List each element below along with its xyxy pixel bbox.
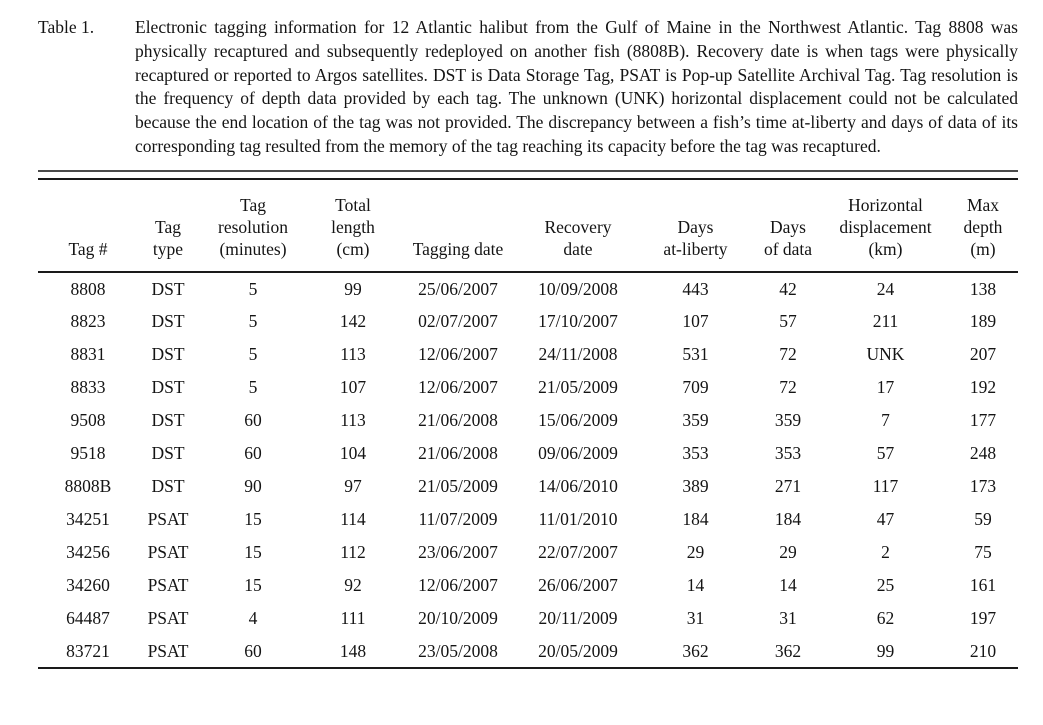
cell-days-of-data: 42 (779, 278, 797, 299)
cell-tagging-date: 11/07/2009 (418, 509, 498, 530)
cell-days-at-liberty: 31 (686, 608, 705, 629)
cell-max-depth: 59 (974, 509, 992, 530)
cell-horizontal-displacement: 211 (872, 311, 899, 332)
cell-days-at-liberty: 359 (682, 410, 709, 431)
cell-tagging-date: 25/06/2007 (418, 278, 498, 299)
cell-recovery-date: 11/01/2010 (538, 509, 618, 530)
cell-max-depth: 173 (969, 476, 997, 497)
cell-max-depth: 138 (969, 278, 997, 299)
cell-days-of-data: 31 (779, 608, 797, 629)
cell-tag-resolution: 60 (244, 443, 262, 464)
cell-tag-number: 34260 (66, 575, 110, 596)
column-header-tagging-date: Tagging date (398, 179, 518, 272)
cell-days-at-liberty: 29 (686, 542, 705, 563)
cell-tagging-date: 12/06/2007 (418, 344, 498, 365)
cell-recovery-date: 09/06/2009 (538, 443, 618, 464)
table-row (38, 404, 1018, 437)
cell-tag-number: 34251 (66, 509, 110, 530)
cell-total-length: 142 (339, 311, 367, 332)
cell-tag-type: DST (151, 443, 185, 464)
column-header-horizontal-displacement: Horizontal displacement (km) (823, 179, 948, 272)
cell-recovery-date: 10/09/2008 (538, 278, 618, 299)
cell-tagging-date: 21/06/2008 (418, 443, 498, 464)
cell-total-length: 112 (340, 542, 366, 563)
cell-tag-number: 83721 (66, 640, 110, 661)
cell-tag-type: DST (151, 476, 185, 497)
cell-days-at-liberty: 353 (682, 443, 709, 464)
cell-max-depth: 248 (969, 443, 997, 464)
table-container (38, 170, 1018, 669)
cell-tag-number: 8823 (70, 311, 106, 332)
table-row (38, 635, 1018, 668)
cell-tagging-date: 23/05/2008 (418, 640, 498, 661)
cell-days-at-liberty: 107 (682, 311, 709, 332)
cell-max-depth: 197 (969, 608, 997, 629)
cell-days-of-data: 184 (774, 509, 802, 530)
table-row (38, 569, 1018, 602)
cell-days-of-data: 14 (779, 575, 797, 596)
cell-tag-number: 8831 (70, 344, 106, 365)
table-top-rule (38, 170, 1018, 172)
cell-horizontal-displacement: UNK (866, 344, 905, 365)
cell-days-of-data: 362 (774, 640, 802, 661)
cell-horizontal-displacement: 7 (881, 410, 890, 431)
cell-horizontal-displacement: 99 (876, 640, 895, 661)
cell-max-depth: 75 (974, 542, 992, 563)
cell-tag-number: 8833 (70, 377, 106, 398)
cell-tagging-date: 21/06/2008 (418, 410, 498, 431)
column-header-days-of-data: Days of data (753, 179, 823, 272)
cell-recovery-date: 22/07/2007 (538, 542, 618, 563)
cell-tag-resolution: 15 (244, 542, 262, 563)
cell-tag-type: DST (151, 410, 185, 431)
cell-tagging-date: 12/06/2007 (418, 575, 498, 596)
cell-total-length: 148 (339, 640, 367, 661)
table-caption-text: Electronic tagging information for 12 Atlantic halibut from the Gulf of Maine in the Northwest Atlantic. Tag 8808 was physically recaptured and subsequently redeployed on another fish (8808B). Recovery date is when tags were physically recaptured or reported to Argos satellites. DST is Data Storage Tag, PSAT is Pop-up Satellite Archival Tag. Tag resolution is the frequency of depth data provided by each tag. The unknown (UNK) horizontal displacement could not be calculated because the end location of the tag was not provided. The discrepancy between a fish’s time at-liberty and days of data of its corresponding tag resulted from the memory of the tag reaching its capacity before the tag was recaptured. (135, 17, 1018, 156)
cell-days-of-data: 359 (774, 410, 802, 431)
cell-tagging-date: 12/06/2007 (418, 377, 498, 398)
cell-tag-type: DST (151, 278, 185, 299)
cell-max-depth: 192 (969, 377, 997, 398)
cell-tag-resolution: 5 (248, 311, 258, 332)
table-row (38, 371, 1018, 404)
table-body (38, 272, 1018, 668)
table-row (38, 536, 1018, 569)
table-caption-label: Table 1. (38, 17, 95, 37)
cell-days-of-data: 72 (779, 344, 797, 365)
cell-tag-number: 8808B (64, 476, 112, 497)
table-row (38, 503, 1018, 536)
halibut-tagging-table (38, 178, 1018, 669)
column-header-total-length: Total length (cm) (308, 179, 398, 272)
cell-tag-resolution: 4 (248, 608, 258, 629)
cell-tag-resolution: 15 (244, 575, 262, 596)
cell-total-length: 111 (340, 608, 366, 629)
cell-tagging-date: 23/06/2007 (418, 542, 498, 563)
cell-tag-number: 64487 (66, 608, 110, 629)
cell-tag-type: DST (151, 377, 185, 398)
cell-days-of-data: 57 (779, 311, 797, 332)
column-header-tag-number: Tag # (38, 179, 138, 272)
cell-tag-type: PSAT (147, 542, 189, 563)
cell-days-of-data: 72 (779, 377, 797, 398)
table-row (38, 272, 1018, 305)
cell-horizontal-displacement: 62 (876, 608, 895, 629)
cell-tagging-date: 02/07/2007 (418, 311, 498, 332)
column-header-days-at-liberty: Days at-liberty (638, 179, 753, 272)
cell-days-at-liberty: 14 (686, 575, 705, 596)
cell-horizontal-displacement: 2 (881, 542, 890, 563)
cell-horizontal-displacement: 24 (876, 278, 895, 299)
header-row (38, 179, 1018, 272)
column-header-recovery-date: Recovery date (518, 179, 638, 272)
cell-max-depth: 210 (969, 640, 997, 661)
cell-recovery-date: 21/05/2009 (538, 377, 618, 398)
cell-total-length: 107 (339, 377, 367, 398)
cell-tag-type: PSAT (147, 575, 189, 596)
cell-total-length: 97 (344, 476, 362, 497)
cell-tagging-date: 20/10/2009 (418, 608, 498, 629)
table-caption (38, 16, 1018, 159)
cell-horizontal-displacement: 25 (876, 575, 895, 596)
cell-recovery-date: 26/06/2007 (538, 575, 618, 596)
cell-recovery-date: 20/11/2009 (538, 608, 618, 629)
cell-recovery-date: 24/11/2008 (538, 344, 618, 365)
cell-total-length: 113 (340, 410, 366, 431)
cell-days-at-liberty: 362 (682, 640, 709, 661)
cell-tag-resolution: 15 (244, 509, 262, 530)
cell-days-at-liberty: 531 (682, 344, 709, 365)
cell-days-at-liberty: 709 (682, 377, 709, 398)
column-header-tag-type: Tag type (138, 179, 198, 272)
cell-total-length: 114 (340, 509, 366, 530)
table-row (38, 338, 1018, 371)
cell-tag-resolution: 60 (244, 410, 262, 431)
cell-days-of-data: 353 (774, 443, 802, 464)
cell-tag-resolution: 5 (248, 344, 258, 365)
cell-horizontal-displacement: 17 (876, 377, 895, 398)
cell-max-depth: 177 (969, 410, 997, 431)
cell-total-length: 99 (344, 278, 362, 299)
cell-recovery-date: 20/05/2009 (538, 640, 618, 661)
cell-tag-number: 9508 (70, 410, 106, 431)
table-row (38, 305, 1018, 338)
cell-days-of-data: 271 (774, 476, 802, 497)
cell-tag-resolution: 90 (244, 476, 262, 497)
cell-tag-resolution: 5 (248, 377, 258, 398)
column-header-tag-resolution: Tag resolution (minutes) (198, 179, 308, 272)
cell-total-length: 92 (344, 575, 362, 596)
cell-tag-type: DST (151, 344, 185, 365)
cell-tag-number: 34256 (66, 542, 110, 563)
table-row (38, 602, 1018, 635)
table-row (38, 437, 1018, 470)
cell-max-depth: 189 (969, 311, 997, 332)
cell-tag-resolution: 5 (248, 278, 258, 299)
cell-tag-number: 8808 (70, 278, 106, 299)
cell-tag-type: DST (151, 311, 185, 332)
cell-horizontal-displacement: 47 (876, 509, 895, 530)
cell-recovery-date: 15/06/2009 (538, 410, 618, 431)
cell-tagging-date: 21/05/2009 (418, 476, 498, 497)
cell-horizontal-displacement: 117 (872, 476, 899, 497)
cell-max-depth: 207 (969, 344, 997, 365)
cell-max-depth: 161 (969, 575, 997, 596)
cell-tag-number: 9518 (70, 443, 106, 464)
cell-days-at-liberty: 389 (682, 476, 709, 497)
column-header-max-depth: Max depth (m) (948, 179, 1018, 272)
cell-tag-resolution: 60 (244, 640, 262, 661)
cell-total-length: 104 (339, 443, 367, 464)
cell-tag-type: PSAT (147, 640, 189, 661)
cell-days-at-liberty: 443 (682, 278, 709, 299)
cell-days-of-data: 29 (779, 542, 797, 563)
cell-recovery-date: 14/06/2010 (538, 476, 618, 497)
cell-horizontal-displacement: 57 (876, 443, 895, 464)
cell-tag-type: PSAT (147, 608, 189, 629)
cell-total-length: 113 (340, 344, 366, 365)
table-row (38, 470, 1018, 503)
cell-days-at-liberty: 184 (682, 509, 709, 530)
cell-tag-type: PSAT (147, 509, 189, 530)
cell-recovery-date: 17/10/2007 (538, 311, 618, 332)
